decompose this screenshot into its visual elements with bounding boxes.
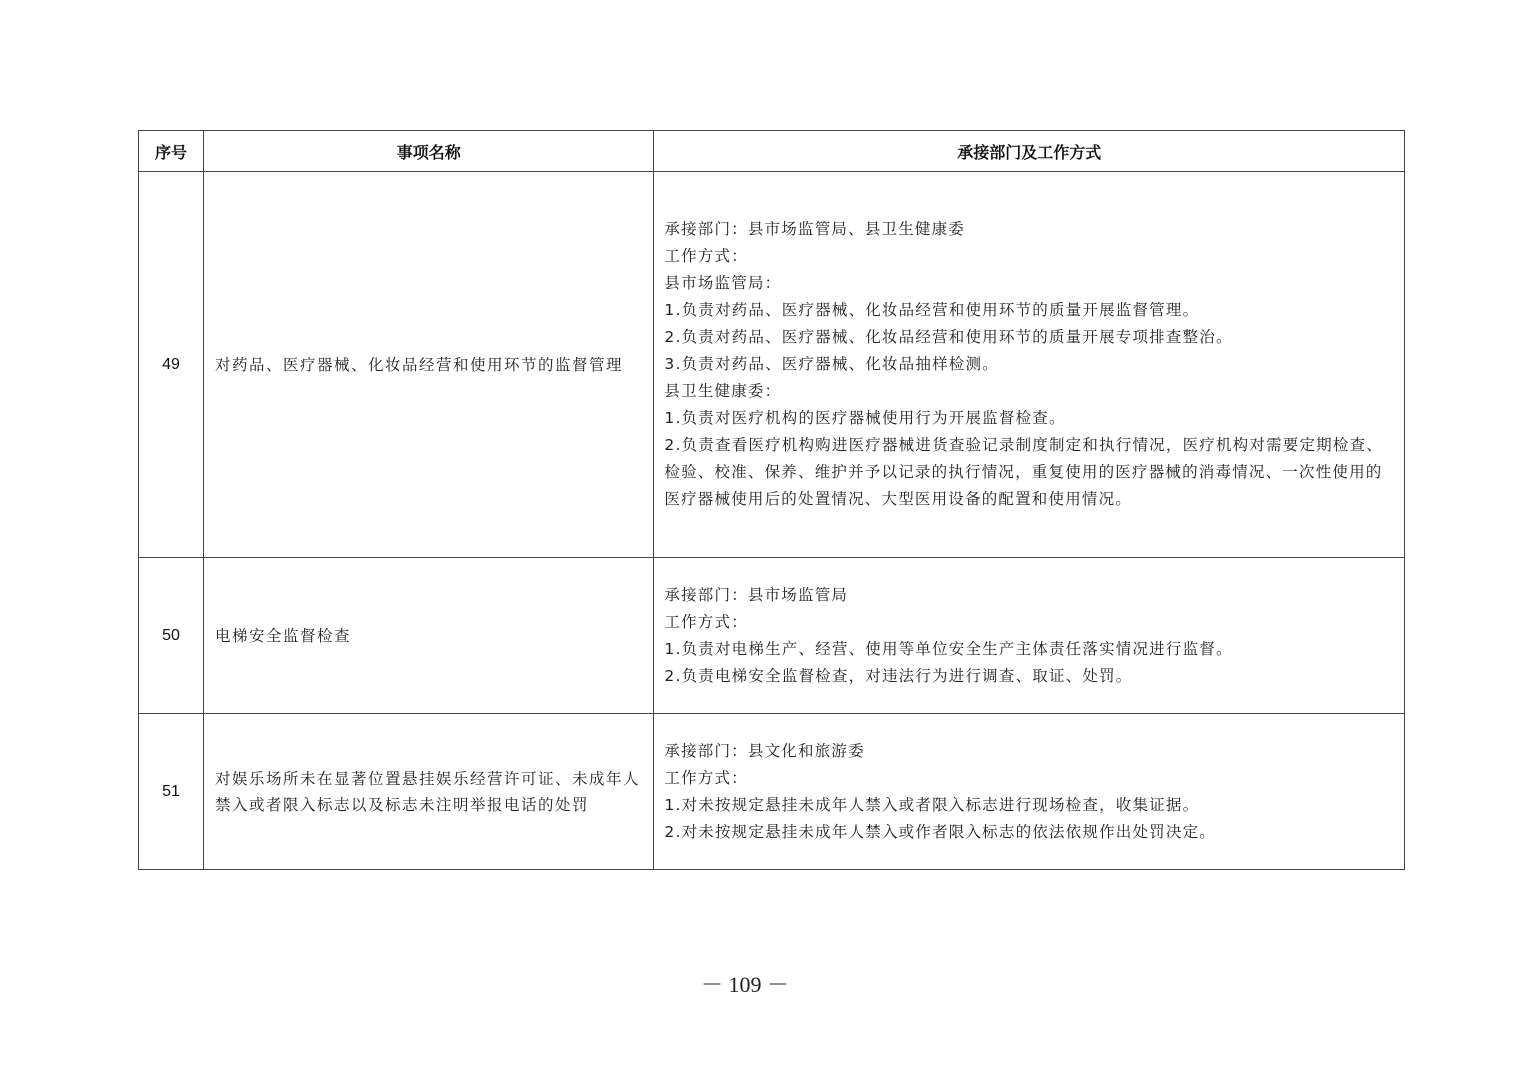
row-seq: 50 <box>139 558 204 714</box>
dept-line: 工作方式： <box>664 768 748 787</box>
dept-line: 承接部门：县市场监管局 <box>664 585 849 604</box>
dept-line: 2.负责电梯安全监督检查，对违法行为进行调查、取证、处罚。 <box>664 666 1133 685</box>
table-row <box>139 558 1405 714</box>
row-seq: 49 <box>139 172 204 558</box>
dept-line: 县市场监管局： <box>664 274 782 292</box>
dept-line: 2.对未按规定悬挂未成年人禁入或作者限入标志的依法依规作出处罚决定。 <box>664 822 1216 841</box>
dept-line: 承接部门：县文化和旅游委 <box>664 741 865 760</box>
table-row <box>139 172 1405 558</box>
dept-line: 1.负责对药品、医疗器械、化妆品经营和使用环节的质量开展监督管理。 <box>664 301 1200 319</box>
page-number: － 109 － <box>700 972 789 997</box>
row-item-name: 电梯安全监督检查 <box>204 558 654 714</box>
dept-line: 县卫生健康委： <box>664 382 782 400</box>
dept-line: 2.负责对药品、医疗器械、化妆品经营和使用环节的质量开展专项排查整治。 <box>664 328 1233 346</box>
dept-line: 1.负责对医疗机构的医疗器械使用行为开展监督检查。 <box>664 409 1066 427</box>
row-item-name: 对娱乐场所未在显著位置悬挂娱乐经营许可证、未成年人禁入或者限入标志以及标志未注明举报电话的处罚 <box>204 714 654 870</box>
dept-line: 3.负责对药品、医疗器械、化妆品抽样检测。 <box>664 355 999 373</box>
row-dept-method <box>654 172 1405 558</box>
table-header-row <box>139 131 1405 172</box>
dept-line: 承接部门：县市场监管局、县卫生健康委 <box>664 220 965 238</box>
dept-line: 工作方式： <box>664 247 748 265</box>
dept-line: 1.对未按规定悬挂未成年人禁入或者限入标志进行现场检查，收集证据。 <box>664 795 1200 814</box>
row-dept-method <box>654 714 1405 870</box>
header-seq: 序号 <box>139 131 204 172</box>
dept-line: 2.负责查看医疗机构购进医疗器械进货查验记录制度制定和执行情况，医疗机构对需要定期检查、检验、校准、保养、维护并予以记录的执行情况，重复使用的医疗器械的消毒情况、一次性使用的医疗器械使用后的处置情况、大型医用设备的配置和使用情况。 <box>664 436 1383 508</box>
row-seq: 51 <box>139 714 204 870</box>
header-dept-method: 承接部门及工作方式 <box>654 131 1405 172</box>
dept-line: 工作方式： <box>664 612 748 631</box>
header-item-name: 事项名称 <box>204 131 654 172</box>
dept-line: 1.负责对电梯生产、经营、使用等单位安全生产主体责任落实情况进行监督。 <box>664 639 1233 658</box>
row-dept-method <box>654 558 1405 714</box>
items-table <box>138 130 1405 870</box>
table-row <box>139 714 1405 870</box>
row-item-name: 对药品、医疗器械、化妆品经营和使用环节的监督管理 <box>204 172 654 558</box>
